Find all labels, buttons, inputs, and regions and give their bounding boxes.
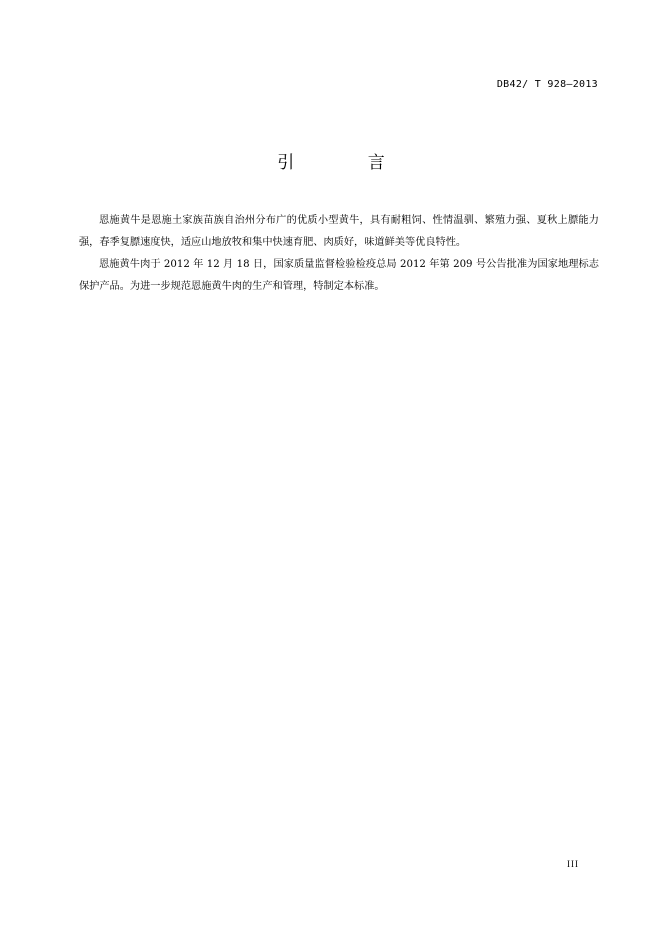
- section-title: 引 言: [277, 153, 419, 173]
- paragraph-2: 恩施黄牛肉于 2012 年 12 月 18 日，国家质量监督检验检疫总局 2012 年第 209 号公告批准为国家地理标志保护产品。为进一步规范恩施黄牛肉的生产和管理，特制定本标准。: [79, 259, 599, 292]
- paragraph-1: 恩施黄牛是恩施土家族苗族自治州分布广的优质小型黄牛，具有耐粗饲、性情温驯、繁殖力强、夏秋上膘能力强，春季复膘速度快，适应山地放牧和集中快速育肥、肉质好，味道鲜美等优良特性。: [79, 215, 599, 248]
- introduction-body: [79, 210, 599, 298]
- document-code: DB42/ T 928—2013: [496, 79, 598, 90]
- page-number: III: [567, 859, 579, 869]
